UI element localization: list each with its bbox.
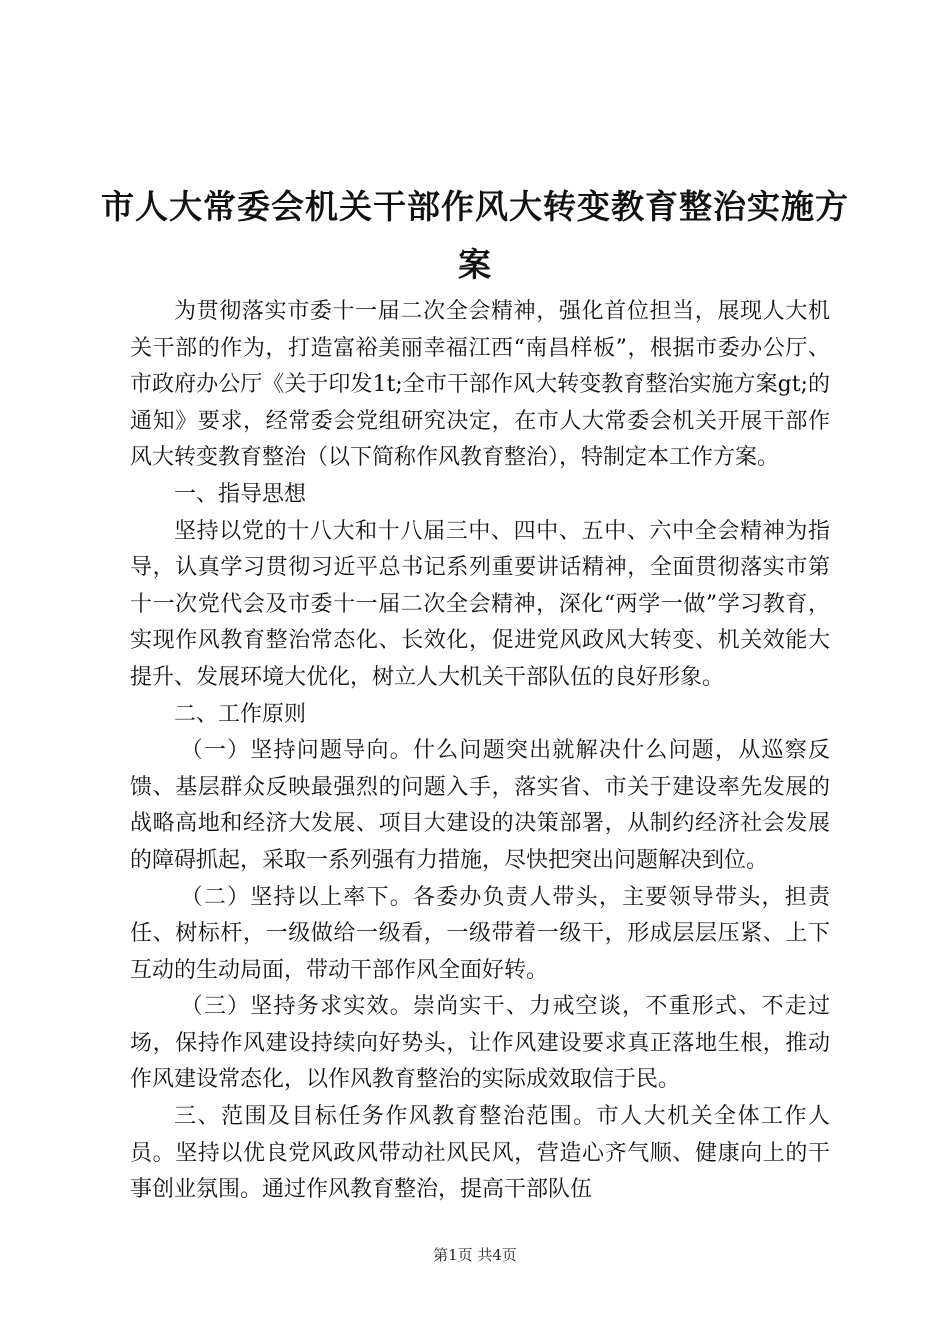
paragraph-principle-1: （一）坚持问题导向。什么问题突出就解决什么问题，从巡察反馈、基层群众反映最强烈的问题入手，落实省、市关于建设率先发展的战略高地和经济大发展、项目大建设的决策部署，从制约经济社会发展的障碍抓起，采取一系列强有力措施，尽快把突出问题解决到位。 [130, 738, 830, 873]
paragraph-principle-3: （三）坚持务求实效。崇尚实干、力戒空谈，不重形式、不走过场，保持作风建设持续向好势头，让作风建设要求真正落地生根，推动作风建设常态化，以作风教育整治的实际成效取信于民。 [130, 994, 830, 1093]
document-title: 市人大常委会机关干部作风大转变教育整治实施方案 [101, 187, 849, 284]
section-heading-work-principles: 二、工作原则 [174, 701, 307, 727]
page-number-footer: 第1页 共4页 [433, 1246, 517, 1264]
document-body [130, 294, 830, 1209]
paragraph-intro: 为贯彻落实市委十一届二次全会精神，强化首位担当，展现人大机关干部的作为，打造富裕美丽幸福江西“南昌样板”，根据市委办公厅、市政府办公厅《关于印发1t;全市干部作风大转变教育整治实施方案gt;的通知》要求，经常委会党组研究决定，在市人大常委会机关开展干部作风大转变教育整治（以下简称作风教育整治），特制定本工作方案。 [130, 299, 830, 471]
section-heading-guiding-thought: 一、指导思想 [174, 481, 307, 507]
paragraph-guiding-thought: 坚持以党的十八大和十八届三中、四中、五中、六中全会精神为指导，认真学习贯彻习近平总书记系列重要讲话精神，全面贯彻落实市第十一次党代会及市委十一届二次全会精神，深化“两学一做”学习教育，实现作风教育整治常态化、长效化，促进党风政风大转变、机关效能大提升、发展环境大优化，树立人大机关干部队伍的良好形象。 [130, 518, 830, 690]
paragraph-scope-and-goals: 三、范围及目标任务作风教育整治范围。市人大机关全体工作人员。坚持以优良党风政风带动社风民风，营造心齐气顺、健康向上的干事创业氛围。通过作风教育整治，提高干部队伍 [130, 1104, 830, 1203]
paragraph-principle-2: （二）坚持以上率下。各委办负责人带头，主要领导带头，担责任、树标杆，一级做给一级看，一级带着一级干，形成层层压紧、上下互动的生动局面，带动干部作风全面好转。 [130, 884, 830, 983]
